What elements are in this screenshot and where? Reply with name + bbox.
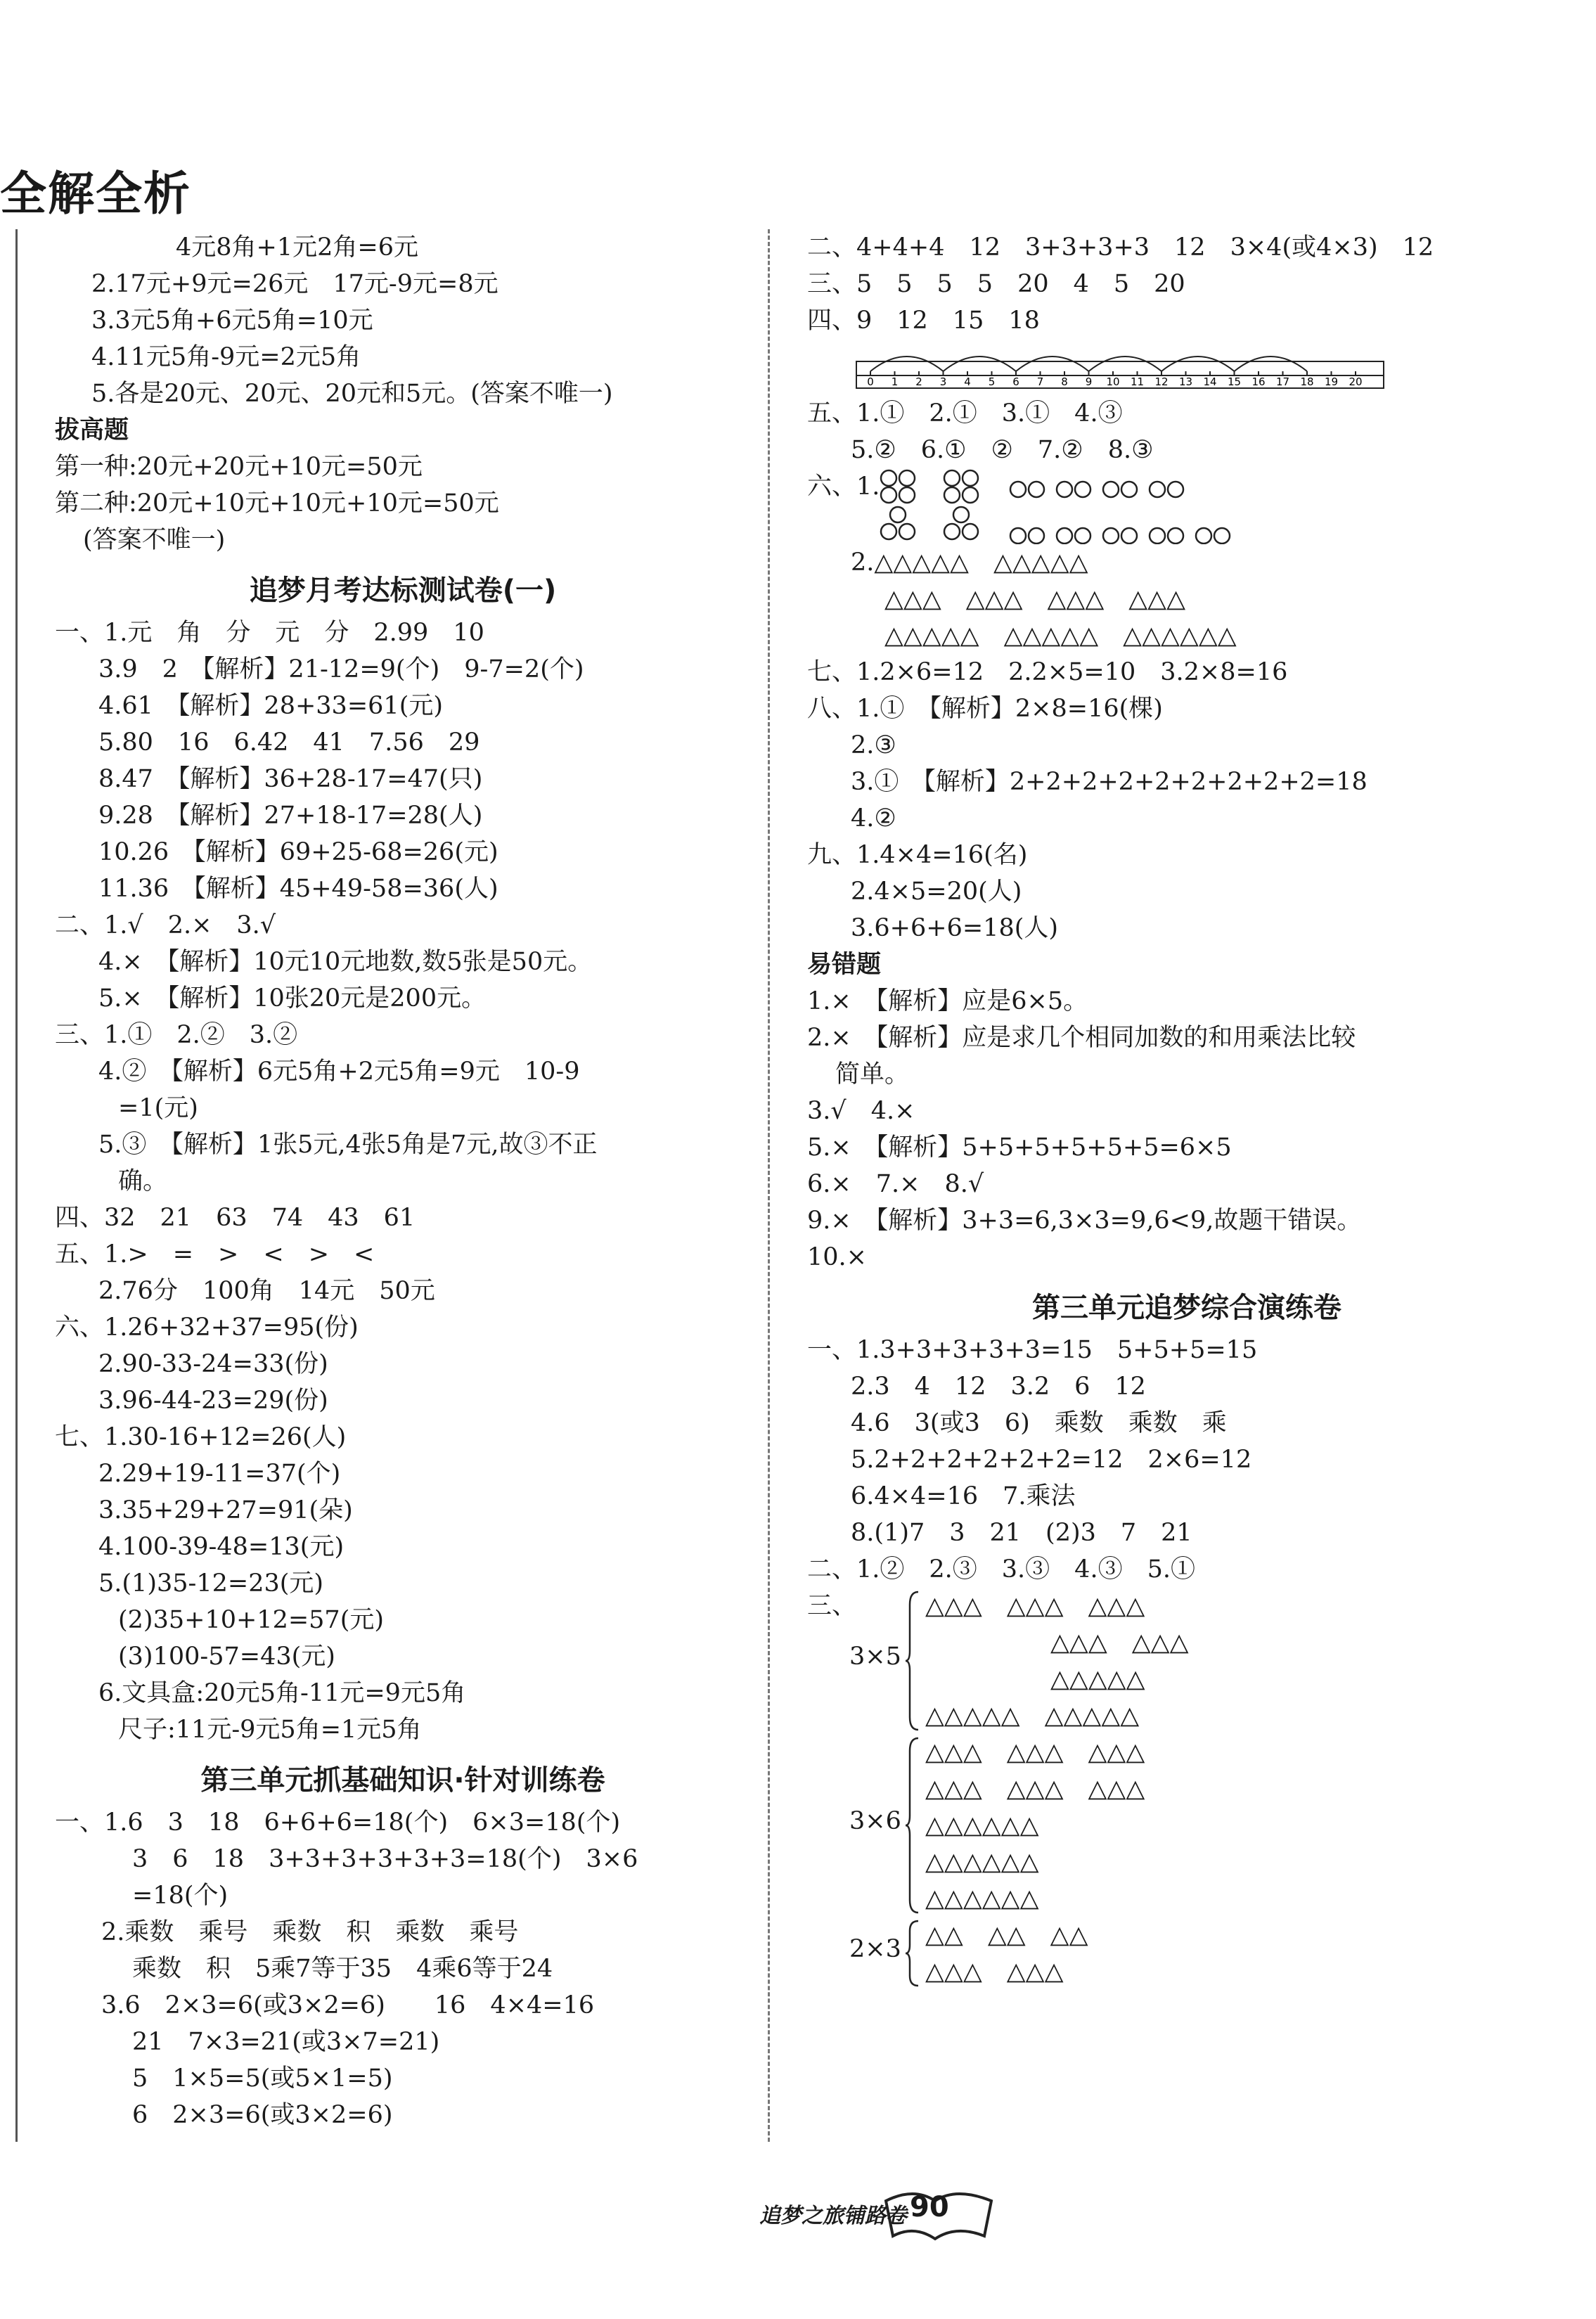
triangle-group-3x5 bbox=[807, 1588, 1566, 1734]
answer-line: 四、9 12 15 18 bbox=[807, 307, 1040, 335]
brace-icon bbox=[904, 1920, 921, 1987]
circle-drawing bbox=[877, 468, 1299, 544]
answer-line: 3.35+29+27=91(朵) bbox=[98, 1496, 353, 1524]
tick-label: 5 bbox=[988, 375, 996, 388]
answer-line: 六、1.26+32+37=95(份) bbox=[55, 1313, 359, 1342]
answer-line: 6.× 7.× 8.√ bbox=[807, 1170, 984, 1198]
group-label: 3×5 bbox=[849, 1643, 901, 1671]
answer-line: 二、4+4+4 12 3+3+3+3 12 3×4(或4×3) 12 bbox=[807, 233, 1434, 262]
tick-label: 0 bbox=[867, 375, 874, 388]
triangle-row: △△ △△ △△ bbox=[925, 1921, 1088, 1949]
left-margin-rule bbox=[15, 229, 18, 2142]
answer-line: 9.28 【解析】27+18-17=28(人) bbox=[98, 802, 483, 830]
answer-line: 3.9 2 【解析】21-12=9(个) 9-7=2(个) bbox=[98, 655, 584, 683]
triangle-row: △△△△△ △△△△△ bbox=[925, 1702, 1140, 1730]
answer-line: 二、1.② 2.③ 3.③ 4.③ 5.① bbox=[807, 1555, 1195, 1584]
answer-line: 二、1.√ 2.× 3.√ bbox=[55, 911, 276, 939]
answer-line: 一、1.6 3 18 6+6+6=18(个) 6×3=18(个) bbox=[55, 1809, 621, 1837]
answer-line: 三、1.① 2.② 3.② bbox=[55, 1021, 298, 1049]
triangle-row: △△△ △△△ bbox=[925, 1958, 1064, 1986]
answer-line: 3.3元5角+6元5角=10元 bbox=[91, 307, 373, 335]
answer-line: 三、5 5 5 5 20 4 5 20 bbox=[807, 270, 1185, 298]
answer-line: (2)35+10+12=57(元) bbox=[118, 1606, 385, 1634]
bagao-heading: 拔高题 bbox=[55, 416, 129, 444]
answer-line: (答案不唯一) bbox=[83, 526, 226, 554]
page-title: 全解全析 bbox=[0, 167, 191, 221]
answer-line: 4元8角+1元2角=6元 bbox=[176, 233, 418, 262]
triangle-row: △△△△△△ bbox=[925, 1848, 1039, 1876]
triangle-row: △△△ △△△ bbox=[1050, 1629, 1189, 1657]
jump-arc bbox=[1089, 356, 1162, 371]
answer-line: 简单。 bbox=[835, 1060, 910, 1088]
answer-line: 2.△△△△△ △△△△△ bbox=[851, 548, 1088, 577]
tick-label: 2 bbox=[915, 375, 922, 388]
yicuo-heading: 易错题 bbox=[807, 951, 882, 979]
number-line-svg bbox=[849, 339, 1398, 392]
answer-line: 5.各是20元、20元、20元和5元。(答案不唯一) bbox=[91, 380, 613, 408]
answer-line: 四、32 21 63 74 43 61 bbox=[55, 1204, 416, 1232]
left-column bbox=[55, 229, 751, 2133]
answer-line: 2.3 4 12 3.2 6 12 bbox=[851, 1373, 1146, 1401]
answer-line: △△△△△ △△△△△ △△△△△△ bbox=[884, 622, 1237, 650]
jump-arc bbox=[1161, 356, 1235, 371]
answer-line: 10.26 【解析】69+25-68=26(元) bbox=[98, 838, 498, 866]
answer-line: 五、1.① 2.① 3.① 4.③ bbox=[807, 399, 1123, 428]
answer-line: 2.4×5=20(人) bbox=[851, 878, 1022, 906]
answer-line: 8.(1)7 3 21 (2)3 7 21 bbox=[851, 1519, 1192, 1547]
answer-line: 11.36 【解析】45+49-58=36(人) bbox=[98, 875, 498, 903]
answer-line: 4.6 3(或3 6) 乘数 乘数 乘 bbox=[851, 1409, 1227, 1437]
answer-line: 5.③ 【解析】1张5元,4张5角是7元,故③不正 bbox=[98, 1131, 598, 1159]
section-title-unit3-basics: 第三单元抓基础知识·针对训练卷 bbox=[200, 1764, 605, 1797]
answer-block-1 bbox=[55, 229, 751, 412]
answer-line: △△△ △△△ △△△ △△△ bbox=[884, 585, 1185, 613]
tick-label: 13 bbox=[1178, 375, 1193, 388]
answer-line: 5.2+2+2+2+2+2=12 2×6=12 bbox=[851, 1446, 1252, 1474]
tick-label: 19 bbox=[1324, 375, 1339, 388]
answer-line: 2.× 【解析】应是求几个相同加数的和用乘法比较 bbox=[807, 1024, 1356, 1052]
tick-label: 7 bbox=[1036, 375, 1044, 388]
answer-line: 4.② bbox=[851, 804, 896, 833]
answer-line: 1.× 【解析】应是6×5。 bbox=[807, 987, 1088, 1015]
brace-icon bbox=[904, 1591, 921, 1731]
answer-line: 五、1.> = > < > < bbox=[55, 1240, 375, 1268]
triangle-group-2x3 bbox=[807, 1917, 1566, 1990]
answer-line: 第二种:20元+10元+10元+10元=50元 bbox=[55, 489, 499, 518]
answer-line: 2.乘数 乘号 乘数 积 乘数 乘号 bbox=[101, 1918, 519, 1946]
section-title-unit3-comprehensive: 第三单元追梦综合演练卷 bbox=[1032, 1292, 1341, 1324]
answer-line: 2.17元+9元=26元 17元-9元=8元 bbox=[91, 270, 498, 298]
unit3-basics-answers bbox=[55, 1804, 751, 2133]
answer-line: 3.96-44-23=29(份) bbox=[98, 1387, 328, 1415]
tick-label: 15 bbox=[1227, 375, 1242, 388]
page-number: 90 bbox=[910, 2191, 949, 2223]
triangle-row: △△△ △△△ △△△ bbox=[925, 1738, 1145, 1766]
jump-arc bbox=[870, 356, 944, 371]
tick-label: 11 bbox=[1130, 375, 1145, 388]
answer-line: 4.11元5角-9元=2元5角 bbox=[91, 343, 361, 371]
tick-label: 17 bbox=[1275, 375, 1290, 388]
answer-line: 9.× 【解析】3+3=6,3×3=9,6<9,故题干错误。 bbox=[807, 1207, 1362, 1235]
answer-line: 21 7×3=21(或3×7=21) bbox=[132, 2028, 440, 2056]
answer-line: 5.× 【解析】10张20元是200元。 bbox=[98, 984, 487, 1013]
number-line-arcs bbox=[870, 356, 1307, 371]
tick-label: 18 bbox=[1300, 375, 1314, 388]
answer-line: 乘数 积 5乘7等于35 4乘6等于24 bbox=[132, 1955, 553, 1983]
answer-line: 确。 bbox=[118, 1167, 168, 1195]
tick-label: 20 bbox=[1349, 375, 1363, 388]
answer-line: 5.80 16 6.42 41 7.56 29 bbox=[98, 728, 480, 757]
jump-arc bbox=[1235, 356, 1308, 371]
answer-line: =18(个) bbox=[132, 1882, 229, 1910]
answer-line: 尺子:11元-9元5角=1元5角 bbox=[118, 1716, 422, 1744]
triangle-row: △△△△△ bbox=[1050, 1665, 1145, 1693]
answer-line: 2.29+19-11=37(个) bbox=[98, 1460, 341, 1488]
tick-label: 10 bbox=[1106, 375, 1120, 388]
answer-line: 3.6+6+6=18(人) bbox=[851, 914, 1059, 942]
answer-line: 2.90-33-24=33(份) bbox=[98, 1350, 328, 1378]
answer-line: (3)100-57=43(元) bbox=[118, 1643, 335, 1671]
triangle-row: △△△ △△△ △△△ bbox=[925, 1592, 1145, 1620]
answer-line: 3 6 18 3+3+3+3+3+3=18(个) 3×6 bbox=[132, 1845, 638, 1873]
answer-line: 七、1.2×6=12 2.2×5=10 3.2×8=16 bbox=[807, 658, 1288, 686]
group-label: 3×6 bbox=[849, 1807, 901, 1835]
jump-arc bbox=[1016, 356, 1089, 371]
triangle-row: △△△△△△ bbox=[925, 1884, 1039, 1913]
answer-line: 第一种:20元+20元+10元=50元 bbox=[55, 453, 423, 481]
group-label: 2×3 bbox=[849, 1935, 901, 1963]
answer-line: 八、1.① 【解析】2×8=16(棵) bbox=[807, 695, 1163, 723]
brand-logo-text: 追梦之旅铺路卷 bbox=[759, 2204, 907, 2228]
answer-line: 九、1.4×4=16(名) bbox=[807, 841, 1028, 869]
tick-label: 9 bbox=[1085, 375, 1093, 388]
tick-label: 16 bbox=[1251, 375, 1266, 388]
answer-line: 3.① 【解析】2+2+2+2+2+2+2+2+2=18 bbox=[851, 768, 1367, 796]
answer-line: 3.6 2×3=6(或3×2=6) 16 4×4=16 bbox=[101, 1991, 595, 2019]
answer-line: 2.76分 100角 14元 50元 bbox=[98, 1277, 435, 1305]
tick-label: 4 bbox=[964, 375, 971, 388]
jump-arc bbox=[944, 356, 1017, 371]
answer-line: 4.× 【解析】10元10元地数,数5张是50元。 bbox=[98, 948, 593, 976]
answer-line: 6.4×4=16 7.乘法 bbox=[851, 1482, 1076, 1510]
monthly-test-answers bbox=[55, 615, 751, 1748]
column-divider bbox=[768, 229, 770, 2142]
answer-line: 5 1×5=5(或5×1=5) bbox=[132, 2064, 393, 2093]
number-line-ticks bbox=[867, 371, 1362, 388]
answer-line: 七、1.30-16+12=26(人) bbox=[55, 1423, 347, 1451]
answer-line: 5.② 6.① ② 7.② 8.③ bbox=[851, 436, 1154, 464]
answer-line: 4.② 【解析】6元5角+2元5角=9元 10-9 bbox=[98, 1058, 580, 1086]
answer-line: 一、1.3+3+3+3+3=15 5+5+5=15 bbox=[807, 1336, 1258, 1364]
answer-line: 4.100-39-48=13(元) bbox=[98, 1533, 345, 1561]
answer-line: 10.× bbox=[807, 1243, 867, 1271]
section-title-monthly-test: 追梦月考达标测试卷(一) bbox=[249, 574, 557, 607]
answer-line: 6 2×3=6(或3×2=6) bbox=[132, 2101, 393, 2129]
tick-label: 1 bbox=[891, 375, 899, 388]
tick-label: 14 bbox=[1203, 375, 1217, 388]
number-line bbox=[807, 339, 1566, 395]
tick-label: 3 bbox=[939, 375, 947, 388]
triangle-row: △△△ △△△ △△△ bbox=[925, 1775, 1145, 1803]
answer-line: 3.√ 4.× bbox=[807, 1097, 915, 1125]
answer-line: 2.③ bbox=[851, 731, 896, 759]
triangle-group-3x6 bbox=[807, 1734, 1566, 1917]
answer-line: 5.(1)35-12=23(元) bbox=[98, 1569, 324, 1598]
answer-line: 4.61 【解析】28+33=61(元) bbox=[98, 692, 444, 720]
tick-label: 8 bbox=[1061, 375, 1068, 388]
answer-line: =1(元) bbox=[118, 1094, 198, 1122]
answer-line: 8.47 【解析】36+28-17=47(只) bbox=[98, 765, 483, 793]
tick-label: 12 bbox=[1154, 375, 1169, 388]
tick-label: 6 bbox=[1012, 375, 1019, 388]
answer-line: 5.× 【解析】5+5+5+5+5+5=6×5 bbox=[807, 1133, 1232, 1162]
answer-label: 三、 bbox=[807, 1592, 857, 1620]
brace-icon bbox=[904, 1737, 921, 1914]
circle-groups bbox=[807, 468, 1566, 544]
right-column bbox=[807, 229, 1566, 1990]
answer-line: 6.文具盒:20元5角-11元=9元5角 bbox=[98, 1679, 466, 1707]
answer-label: 六、1. bbox=[807, 473, 880, 501]
triangle-row: △△△△△△ bbox=[925, 1811, 1039, 1839]
answer-line: 一、1.元 角 分 元 分 2.99 10 bbox=[55, 619, 484, 647]
footer-badge bbox=[759, 2180, 998, 2250]
